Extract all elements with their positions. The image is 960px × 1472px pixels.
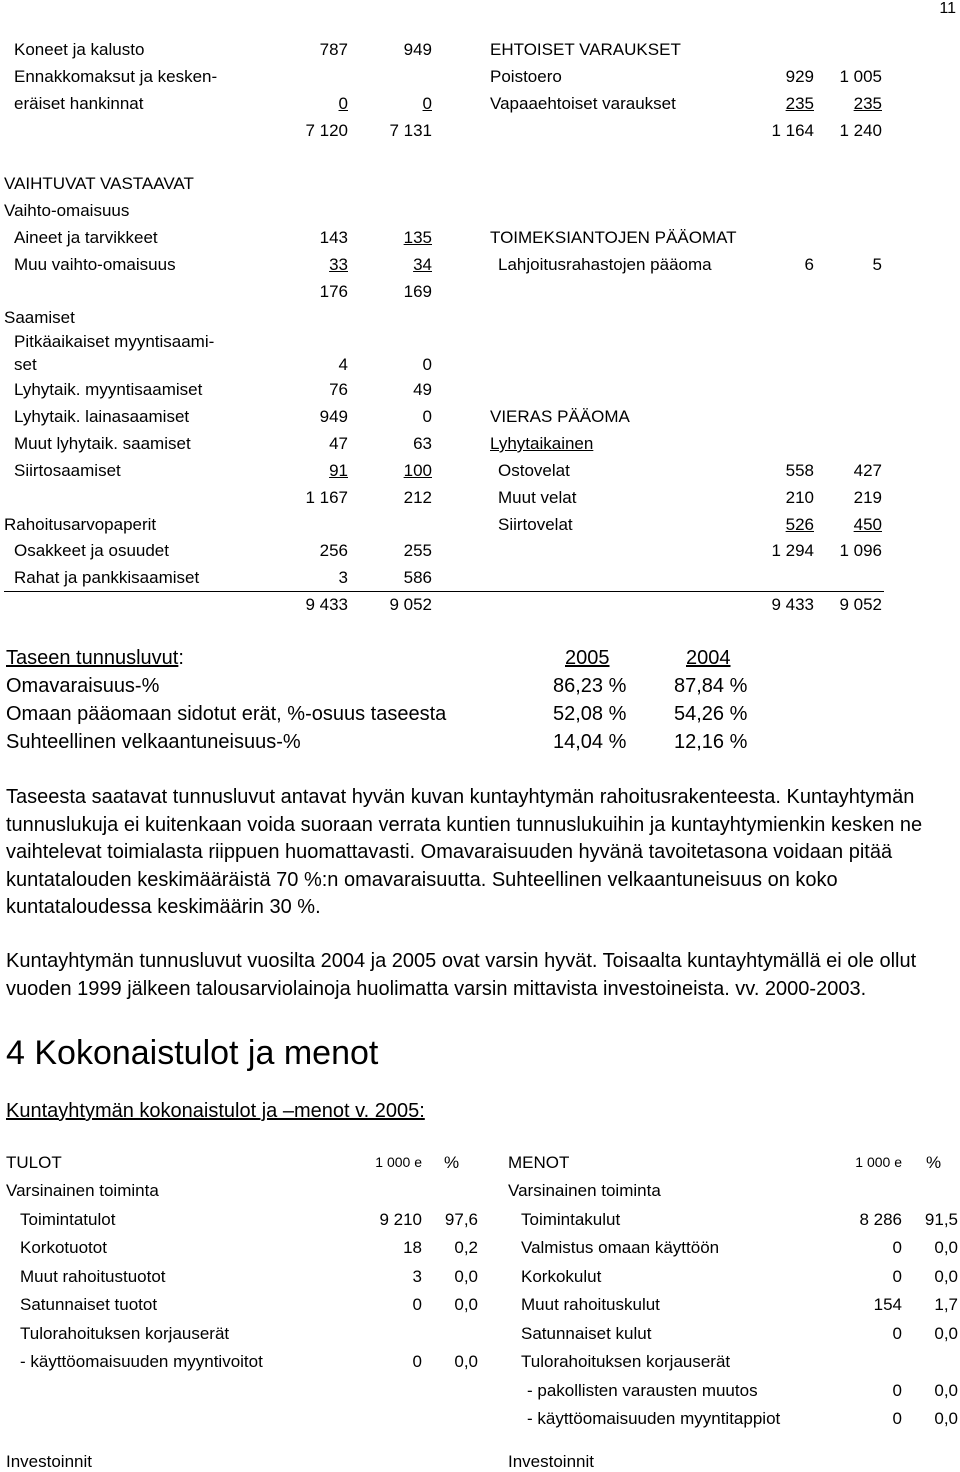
balance-value-2004: 949 [403, 40, 432, 59]
balance-total-2005: 9 433 [305, 595, 348, 614]
liability-label: Lahjoitusrahastojen pääoma [498, 255, 712, 274]
income-row-pct: 0,2 [454, 1238, 478, 1257]
income-row-label: Toimintatulot [20, 1210, 116, 1229]
liability-value-2004: 5 [872, 255, 882, 274]
balance-value-2004: 0 [422, 407, 432, 426]
balance-subtotal-2004: 7 131 [389, 121, 432, 140]
key-figure-2005: 86,23 % [553, 675, 627, 697]
balance-value-2004: 49 [413, 380, 432, 399]
balance-value-2005: 949 [319, 407, 348, 426]
income-unit: 1 000 e [375, 1154, 422, 1170]
balance-value-2005: 0 [338, 94, 348, 113]
liability-subtotal-2005: 1 294 [771, 541, 814, 560]
expenses-pct-header: % [926, 1153, 942, 1172]
expense-row-value: 0 [892, 1238, 902, 1257]
income-row-label: Tulorahoituksen korjauserät [20, 1324, 230, 1343]
liability-label: Siirtovelat [498, 515, 573, 534]
expense-row-pct: 91,5 [924, 1210, 958, 1229]
balance-value-2004: 135 [403, 228, 432, 247]
subheading: Kuntayhtymän kokonaistulot ja –menot v. 2005: [6, 1100, 425, 1122]
expense-row-pct: 0,0 [934, 1409, 958, 1428]
key-figure-2004: 87,84 % [674, 675, 748, 697]
liability-label: Ostovelat [498, 461, 570, 480]
balance-total-2004: 9 052 [389, 595, 432, 614]
balance-value-2004: 63 [413, 434, 432, 453]
expense-row-pct: 0,0 [934, 1324, 958, 1343]
income-row-label: - käyttöomaisuuden myyntivoitot [20, 1352, 263, 1371]
income-row-value: 9 210 [379, 1210, 422, 1229]
balance-value-2005: 4 [338, 355, 348, 374]
liability-value-2004: 235 [853, 94, 882, 113]
balance-label: Muut lyhytaik. saamiset [14, 434, 191, 453]
balance-label: Muu vaihto-omaisuus [14, 255, 176, 274]
expense-row-pct: 0,0 [934, 1381, 958, 1400]
balance-label: Osakkeet ja osuudet [14, 541, 169, 560]
balance-value-2004: 34 [413, 255, 432, 274]
liability-label: Lyhytaikainen [490, 434, 594, 453]
balance-subtotal-2005: 176 [319, 282, 348, 301]
liability-value-2005: 929 [785, 67, 814, 86]
liability-value-2004: 427 [853, 461, 882, 480]
liability-value-2005: 526 [785, 515, 814, 534]
income-row-label: Satunnaiset tuotot [20, 1295, 158, 1314]
key-figure-label: Omavaraisuus-% [6, 675, 160, 697]
key-figures-year-2005: 2005 [565, 647, 610, 669]
key-figure-2004: 12,16 % [674, 731, 748, 753]
expense-row-label: Muut rahoituskulut [521, 1295, 660, 1314]
balance-label: Ennakkomaksut ja kesken- [14, 67, 218, 86]
liability-value-2005: 210 [785, 488, 814, 507]
liability-value-2004: 1 005 [839, 67, 882, 86]
balance-label: Lyhytaik. lainasaamiset [14, 407, 190, 426]
key-figure-label: Suhteellinen velkaantuneisuus-% [6, 731, 301, 753]
key-figure-2005: 14,04 % [553, 731, 627, 753]
liability-label: Poistoero [490, 67, 562, 86]
balance-value-2005: 256 [319, 541, 348, 560]
expense-row-label: Korkokulut [521, 1267, 602, 1286]
balance-value-2005: 143 [319, 228, 348, 247]
liability-total-2005: 9 433 [771, 595, 814, 614]
income-row-pct: 97,6 [444, 1210, 478, 1229]
income-row-value: 0 [412, 1295, 422, 1314]
balance-value-2005: 3 [338, 568, 348, 587]
balance-subtotal-2004: 169 [403, 282, 432, 301]
expense-row-label: Satunnaiset kulut [521, 1324, 652, 1343]
liability-value-2005: 235 [785, 94, 814, 113]
income-investment: Investoinnit [6, 1452, 92, 1471]
balance-value-2004: 100 [403, 461, 432, 480]
expense-row-value: 154 [873, 1295, 902, 1314]
balance-label: Lyhytaik. myyntisaamiset [14, 380, 203, 399]
expenses-unit: 1 000 e [855, 1154, 902, 1170]
balance-value-2004: 255 [403, 541, 432, 560]
expense-row-value: 0 [892, 1381, 902, 1400]
liability-label: EHTOISET VARAUKSET [490, 40, 681, 59]
section-heading: Rahoitusarvopaperit [4, 515, 157, 534]
balance-value-2005: 33 [329, 255, 348, 274]
section-heading-4: 4 Kokonaistulot ja menot [6, 1034, 379, 1072]
balance-label: Siirtosaamiset [14, 461, 121, 480]
balance-value-2004: 586 [403, 568, 432, 587]
income-row-pct: 0,0 [454, 1352, 478, 1371]
expense-row-value: 8 286 [859, 1210, 902, 1229]
income-row-value: 18 [403, 1238, 422, 1257]
page-number: 11 [939, 0, 956, 17]
key-figure-2004: 54,26 % [674, 703, 748, 725]
expense-row-label: - pakollisten varausten muutos [527, 1381, 758, 1400]
liability-value-2004: 219 [853, 488, 882, 507]
balance-value-2005: 91 [329, 461, 348, 480]
income-row-label: Muut rahoitustuotot [20, 1267, 166, 1286]
key-figures-title: Taseen tunnusluvut: [6, 647, 184, 669]
liability-value-2005: 558 [785, 461, 814, 480]
liability-subtotal-2004: 1 096 [839, 541, 882, 560]
expense-row-label: Valmistus omaan käyttöön [521, 1238, 720, 1257]
balance-subtotal-2005: 1 167 [305, 488, 348, 507]
key-figures-year-2004: 2004 [686, 647, 731, 669]
income-section: Varsinainen toiminta [6, 1181, 159, 1200]
balance-value-2004: 0 [422, 355, 432, 374]
expense-row-pct: 0,0 [934, 1267, 958, 1286]
liability-label: Muut velat [498, 488, 577, 507]
expenses-title: MENOT [508, 1153, 570, 1172]
liability-value-2004: 450 [853, 515, 882, 534]
paragraph: Taseesta saatavat tunnusluvut antavat hyvän kuvan kuntayhtymän rahoitusrakenteesta. Kuntayhtymän tunnuslukuja ei kuitenkaan voida suoraan verrata kuntien tunnuslukuihin ja kuntayhtymienkin kesken ne vaihtelevat toimialasta riippuen huomattavasti. Omavaraisuuden hyvänä tavoitetasona voidaan pitää kuntatalouden keskimääräistä 70 %:n omavaraisuutta. Suhteellinen velkaantuneisuus on koko kuntataloudessa keskimäärin 30 %. [6, 786, 923, 918]
key-figure-label: Omaan pääomaan sidotut erät, %-osuus taseesta [6, 703, 447, 725]
balance-subtotal-2004: 212 [403, 488, 432, 507]
balance-label: eräiset hankinnat [14, 94, 144, 113]
key-figure-2005: 52,08 % [553, 703, 627, 725]
balance-value-2004: 0 [422, 94, 432, 113]
expense-row-label: Toimintakulut [521, 1210, 621, 1229]
balance-subtotal-2005: 7 120 [305, 121, 348, 140]
expense-row-pct: 0,0 [934, 1238, 958, 1257]
expense-row-label: - käyttöomaisuuden myyntitappiot [527, 1409, 781, 1428]
balance-value-2005: 787 [319, 40, 348, 59]
expense-row-label: Tulorahoituksen korjauserät [521, 1352, 731, 1371]
balance-label: Aineet ja tarvikkeet [14, 228, 158, 247]
expenses-section: Varsinainen toiminta [508, 1181, 661, 1200]
liability-label: Vapaaehtoiset varaukset [490, 94, 676, 113]
expense-row-value: 0 [892, 1267, 902, 1286]
income-row-value: 0 [412, 1352, 422, 1371]
income-row-label: Korkotuotot [20, 1238, 107, 1257]
liability-value-2005: 6 [804, 255, 814, 274]
income-row-pct: 0,0 [454, 1295, 478, 1314]
section-heading: VAIHTUVAT VASTAAVAT [4, 174, 194, 193]
balance-label: Rahat ja pankkisaamiset [14, 568, 200, 587]
liability-total-2004: 9 052 [839, 595, 882, 614]
income-pct-header: % [444, 1153, 460, 1172]
income-row-pct: 0,0 [454, 1267, 478, 1286]
liability-subtotal-2004: 1 240 [839, 121, 882, 140]
expenses-investment: Investoinnit [508, 1452, 594, 1471]
liability-label: TOIMEKSIANTOJEN PÄÄOMAT [490, 228, 737, 247]
total-rule [4, 591, 884, 592]
section-heading: Vaihto-omaisuus [4, 201, 130, 220]
paragraph: Kuntayhtymän tunnusluvut vuosilta 2004 ja 2005 ovat varsin hyvät. Toisaalta kuntayhtymällä ei ole ollut vuoden 1999 jälkeen talousarviolainoja huolimatta varsin mittavista investoineista. vv. 2000-2003. [6, 950, 917, 1000]
liability-label: VIERAS PÄÄOMA [490, 407, 630, 426]
liability-subtotal-2005: 1 164 [771, 121, 814, 140]
expense-row-value: 0 [892, 1409, 902, 1428]
expense-row-value: 0 [892, 1324, 902, 1343]
balance-value-2005: 76 [329, 380, 348, 399]
balance-label: Pitkäaikaiset myyntisaami- [14, 332, 215, 351]
income-title: TULOT [6, 1153, 62, 1172]
balance-label: Koneet ja kalusto [14, 40, 145, 59]
balance-value-2005: 47 [329, 434, 348, 453]
balance-label: set [14, 355, 37, 374]
expense-row-pct: 1,7 [934, 1295, 958, 1314]
section-heading: Saamiset [4, 308, 75, 327]
income-row-value: 3 [412, 1267, 422, 1286]
